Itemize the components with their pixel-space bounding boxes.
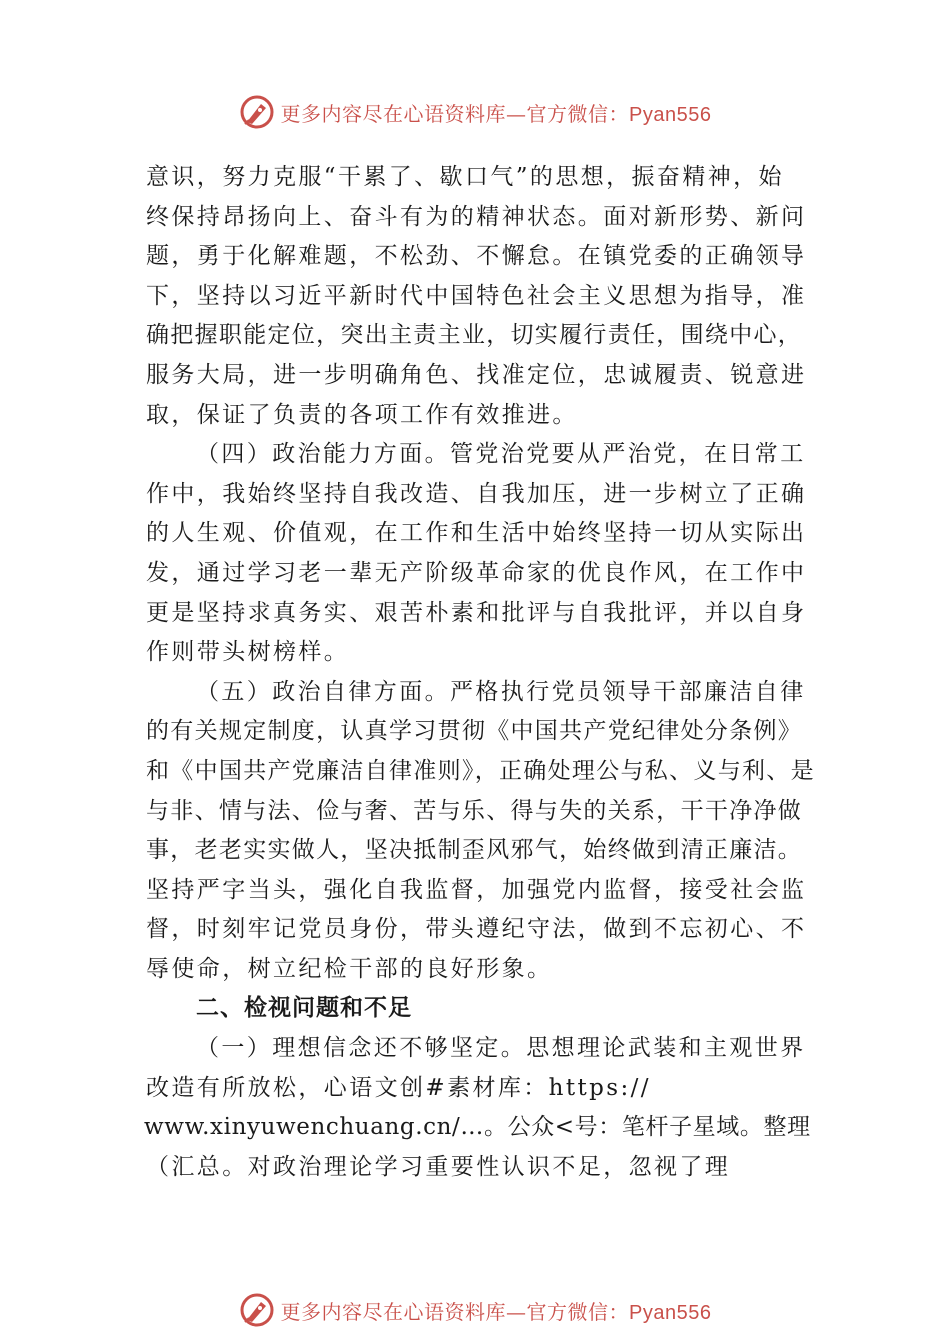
body-line: 服务大局，进一步明确角色、找准定位，忠诚履责、锐意进: [146, 361, 807, 388]
footer-site-name: 更多内容尽在心语资料库: [280, 1299, 507, 1324]
body-line: 的人生观、价值观，在工作和生活中始终坚持一切从实际出: [146, 520, 807, 547]
header-text: [281, 98, 712, 127]
header-wechat-id: Pyan556: [629, 103, 712, 126]
footer-banner: [0, 1290, 950, 1330]
body-line: 辱使命，树立纪检干部的良好形象。: [146, 955, 553, 982]
body-line: （汇总。对政治理论学习重要性认识不足，忽视了理: [146, 1153, 731, 1180]
paragraph-start: （四）政治能力方面。管党治党要从严治党，在日常工: [196, 441, 806, 468]
body-line: 终保持昂扬向上、奋斗有为的精神状态。面对新形势、新问: [146, 203, 807, 230]
body-line: 更是坚持求真务实、艰苦朴素和批评与自我批评，并以自身: [146, 599, 807, 626]
header-banner: [0, 92, 950, 132]
body-line: 意识，努力克服“干累了、歇口气”的思想，振奋精神，始: [146, 164, 784, 190]
body-line: 作中，我始终坚持自我改造、自我加压，进一步树立了正确: [146, 480, 807, 507]
body-line: 确把握职能定位，突出主责主业，切实履行责任，围绕中心，: [146, 322, 803, 349]
pen-nib-logo-icon: [239, 1292, 275, 1328]
header-separator: —: [506, 101, 527, 126]
document-body: [146, 158, 826, 1187]
header-site-name: 更多内容尽在心语资料库: [280, 101, 507, 126]
body-line: 改造有所放松，心语文创#素材库：https://: [146, 1074, 651, 1101]
footer-wechat-label: 官方微信：: [526, 1299, 630, 1324]
pen-nib-logo-icon: [239, 94, 275, 130]
body-line-url: www.xinyuwenchuang.cn/…。公众<号：笔杆子星域。整理: [144, 1114, 811, 1141]
body-line: 事，老老实实做人，坚决抵制歪风邪气，始终做到清正廉洁。: [146, 837, 803, 864]
footer-separator: —: [506, 1299, 527, 1324]
body-line: 下，坚持以习近平新时代中国特色社会主义思想为指导，准: [146, 282, 807, 309]
body-line: 的有关规定制度，认真学习贯彻《中国共产党纪律处分条例》: [146, 718, 803, 745]
body-line: 和《中国共产党廉洁自律准则》，正确处理公与私、义与利、是: [146, 757, 815, 784]
paragraph-start: （五）政治自律方面。严格执行党员领导干部廉洁自律: [196, 678, 806, 705]
footer-text: [281, 1296, 712, 1325]
body-line: 发，通过学习老一辈无产阶级革命家的优良作风，在工作中: [146, 559, 807, 586]
footer-wechat-id: Pyan556: [629, 1301, 712, 1324]
body-line: 督，时刻牢记党员身份，带头遵纪守法，做到不忘初心、不: [146, 916, 807, 943]
body-line: 作则带头树榜样。: [146, 639, 350, 666]
header-wechat-label: 官方微信：: [526, 101, 630, 126]
body-line: 与非、情与法、俭与奢、苦与乐、得与失的关系，干干净净做: [146, 797, 803, 824]
paragraph-start: （一）理想信念还不够坚定。思想理论武装和主观世界: [196, 1035, 806, 1062]
body-line: 题，勇于化解难题，不松劲、不懈怠。在镇党委的正确领导: [146, 243, 807, 270]
section-heading: 二、检视问题和不足: [196, 995, 412, 1022]
body-line: 取，保证了负责的各项工作有效推进。: [146, 401, 578, 428]
body-line: 坚持严字当头，强化自我监督，加强党内监督，接受社会监: [146, 876, 807, 903]
